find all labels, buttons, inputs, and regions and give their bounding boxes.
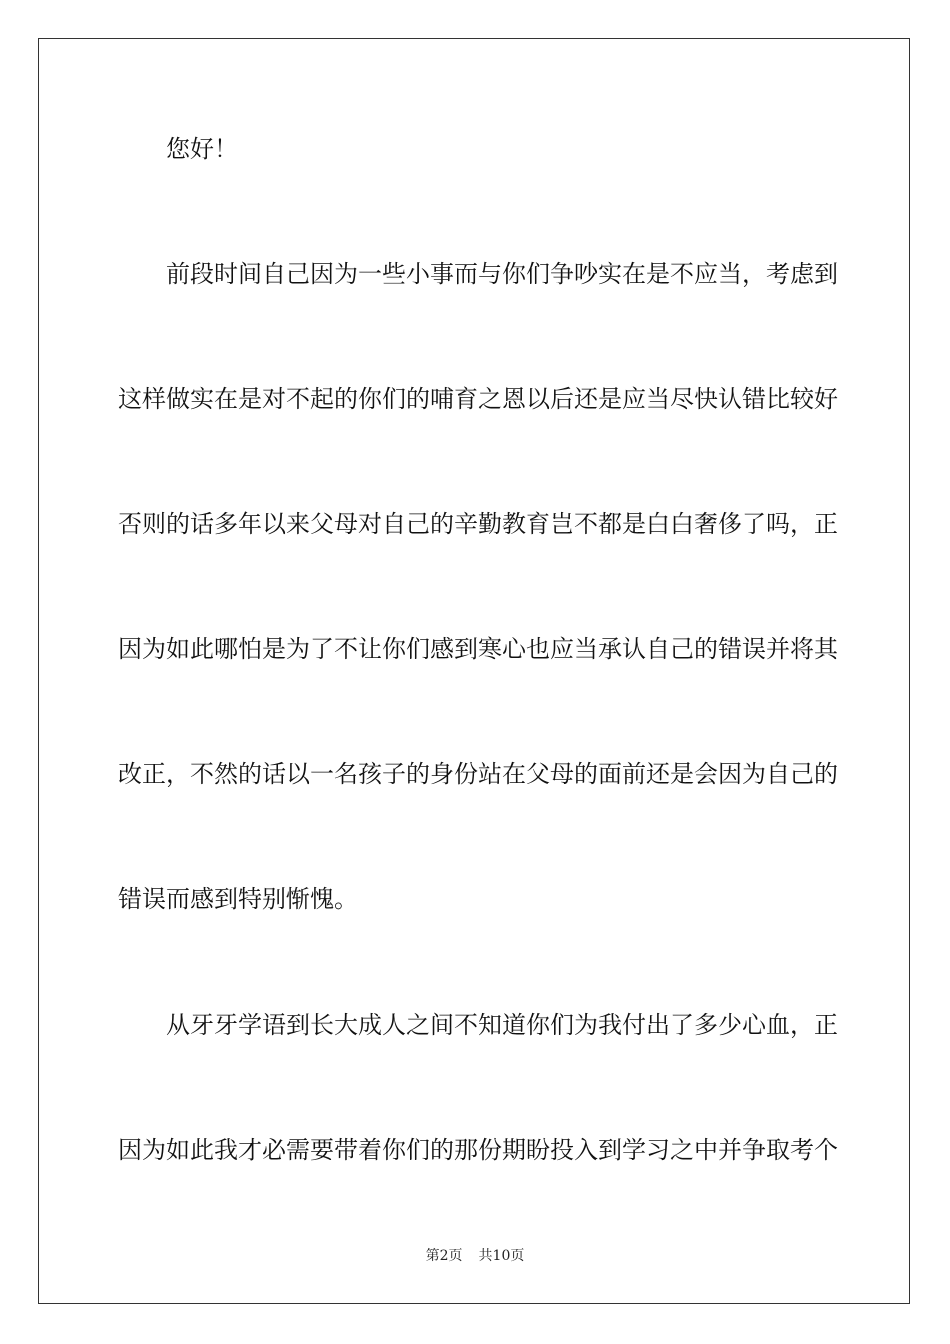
paragraph-2-line-2: 因为如此我才必需要带着你们的那份期盼投入到学习之中并争取考个 xyxy=(118,1136,838,1164)
paragraph-1-line-1: 前段时间自己因为一些小事而与你们争吵实在是不应当，考虑到 xyxy=(166,260,838,288)
paragraph-2-line-1: 从牙牙学语到长大成人之间不知道你们为我付出了多少心血，正 xyxy=(166,1011,838,1039)
page-border xyxy=(38,38,910,1304)
paragraph-1-line-3: 否则的话多年以来父母对自己的辛勤教育岂不都是白白奢侈了吗，正 xyxy=(118,510,838,538)
page-total: 共10页 xyxy=(478,1248,525,1264)
page-number: 第2页 xyxy=(425,1248,463,1264)
paragraph-1-line-4: 因为如此哪怕是为了不让你们感到寒心也应当承认自己的错误并将其 xyxy=(118,635,838,663)
page-footer xyxy=(0,1247,950,1265)
paragraph-1-line-6: 错误而感到特别惭愧。 xyxy=(118,885,358,913)
paragraph-1-line-2: 这样做实在是对不起的你们的哺育之恩以后还是应当尽快认错比较好 xyxy=(118,385,838,413)
paragraph-1-line-5: 改正，不然的话以一名孩子的身份站在父母的面前还是会因为自己的 xyxy=(118,760,838,788)
greeting-line: 您好！ xyxy=(166,135,238,163)
